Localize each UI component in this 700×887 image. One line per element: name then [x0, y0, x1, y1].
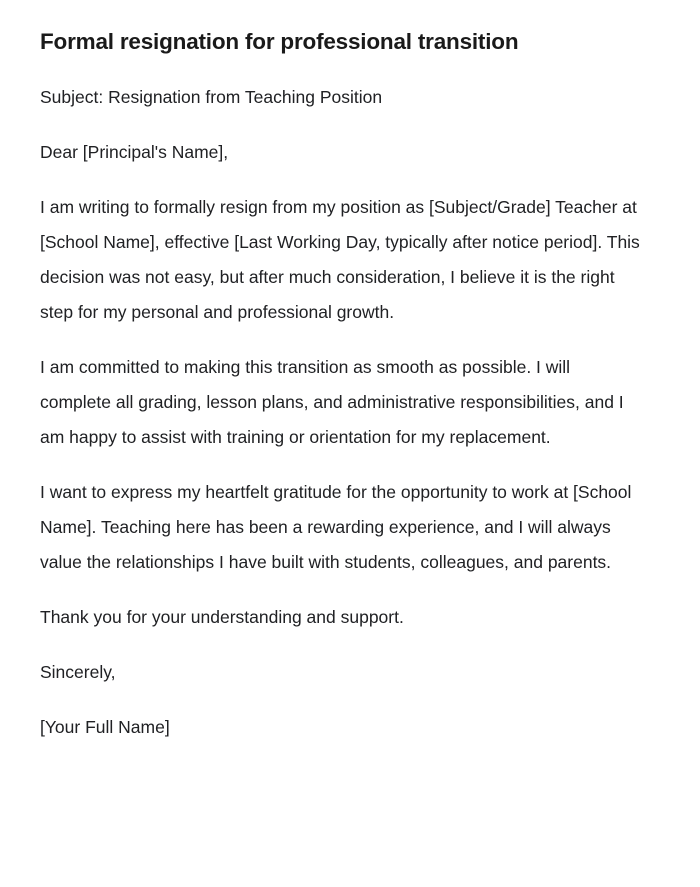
subject-line: Subject: Resignation from Teaching Position — [40, 87, 383, 107]
body-paragraph-resignation: I am writing to formally resign from my position as [Subject/Grade] Teacher at [School Name], effective [Last Working Day, typically after notice period]. This decision was not easy, but after much consideration, I believe it is the right step for my personal and professional growth. — [40, 197, 640, 322]
body-paragraph-transition: I am committed to making this transition as smooth as possible. I will complete all grading, lesson plans, and administrative responsibilities, and I am happy to assist with training or orientation for my replacement. — [40, 357, 624, 447]
salutation: Dear [Principal's Name], — [40, 142, 229, 162]
page-title: Formal resignation for professional transition — [40, 29, 519, 54]
signature-placeholder: [Your Full Name] — [40, 717, 170, 737]
closing-thanks: Thank you for your understanding and support. — [40, 607, 404, 627]
body-paragraph-gratitude: I want to express my heartfelt gratitude for the opportunity to work at [School Name]. Teaching here has been a rewarding experience, and I will always value the relationships I have built with students, colleagues, and parents. — [40, 482, 632, 572]
sign-off: Sincerely, — [40, 662, 116, 682]
